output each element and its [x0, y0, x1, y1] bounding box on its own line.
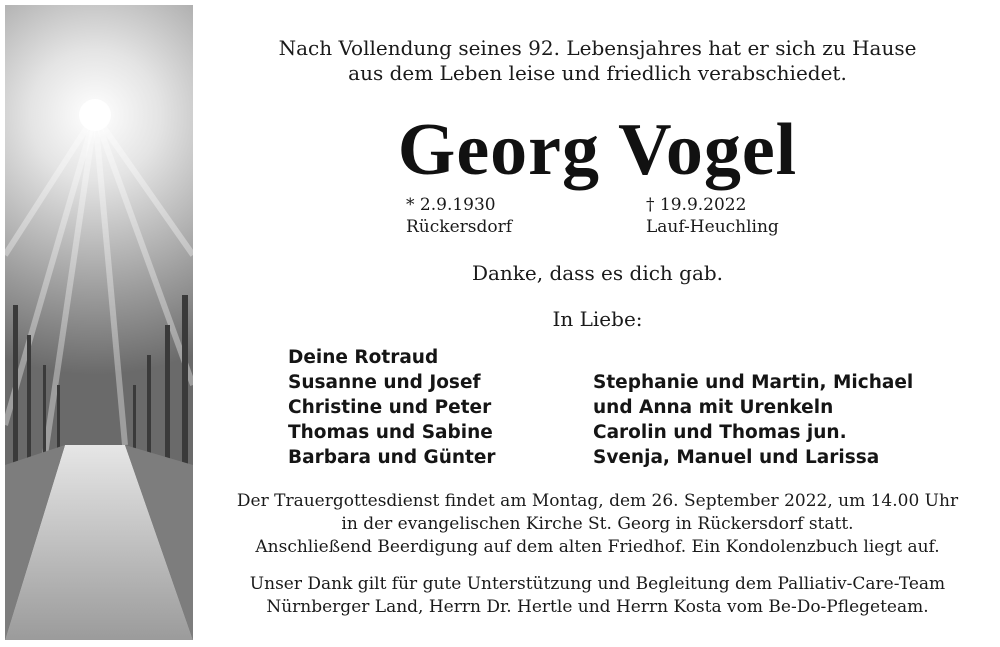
- service-info: [200, 490, 995, 559]
- family-list-right: [593, 370, 913, 470]
- family-member: Stephanie und Martin, Michael: [593, 372, 914, 393]
- family-member: Deine Rotraud: [288, 347, 439, 368]
- deceased-name: Georg Vogel: [397, 109, 798, 191]
- service-line: Anschließend Beerdigung auf dem alten Friedhof. Ein Kondolenzbuch liegt auf.: [255, 537, 940, 557]
- family-member: Carolin und Thomas jun.: [593, 422, 847, 443]
- family-member: Christine und Peter: [288, 397, 492, 418]
- intro-line: aus dem Leben leise und friedlich verabschiedet.: [348, 61, 847, 85]
- intro-line: Nach Vollendung seines 92. Lebensjahres hat er sich zu Hause: [278, 36, 917, 60]
- death-place: Lauf-Heuchling: [646, 217, 779, 237]
- gratitude-note: [200, 573, 995, 619]
- birth-date: * 2.9.1930: [406, 195, 496, 215]
- service-line: Der Trauergottesdienst findet am Montag, dem 26. September 2022, um 14.00 Uhr: [236, 491, 959, 511]
- thanks-line: Danke, dass es dich gab.: [471, 261, 724, 285]
- family-member: Susanne und Josef: [288, 372, 481, 393]
- gratitude-line: Unser Dank gilt für gute Unterstützung und Begleitung dem Palliativ-Care-Team: [249, 574, 946, 594]
- family-list-left: [288, 345, 496, 470]
- family-member: Svenja, Manuel und Larissa: [593, 447, 880, 468]
- family-member: Barbara und Günter: [288, 447, 496, 468]
- obituary-content: [200, 0, 995, 647]
- in-love-line: In Liebe:: [552, 307, 643, 331]
- intro-text: [200, 36, 995, 86]
- birth-place: Rückersdorf: [406, 217, 513, 237]
- service-line: in der evangelischen Kirche St. Georg in Rückersdorf statt.: [341, 514, 854, 534]
- birth-info: [406, 194, 512, 238]
- family-member: und Anna mit Urenkeln: [593, 397, 834, 418]
- death-date: † 19.9.2022: [646, 195, 747, 215]
- death-info: [646, 194, 779, 238]
- gratitude-line: Nürnberger Land, Herrn Dr. Hertle und Herrn Kosta vom Be-Do-Pflegeteam.: [266, 597, 929, 617]
- family-member: Thomas und Sabine: [288, 422, 493, 443]
- forest-path-photo: [5, 5, 193, 640]
